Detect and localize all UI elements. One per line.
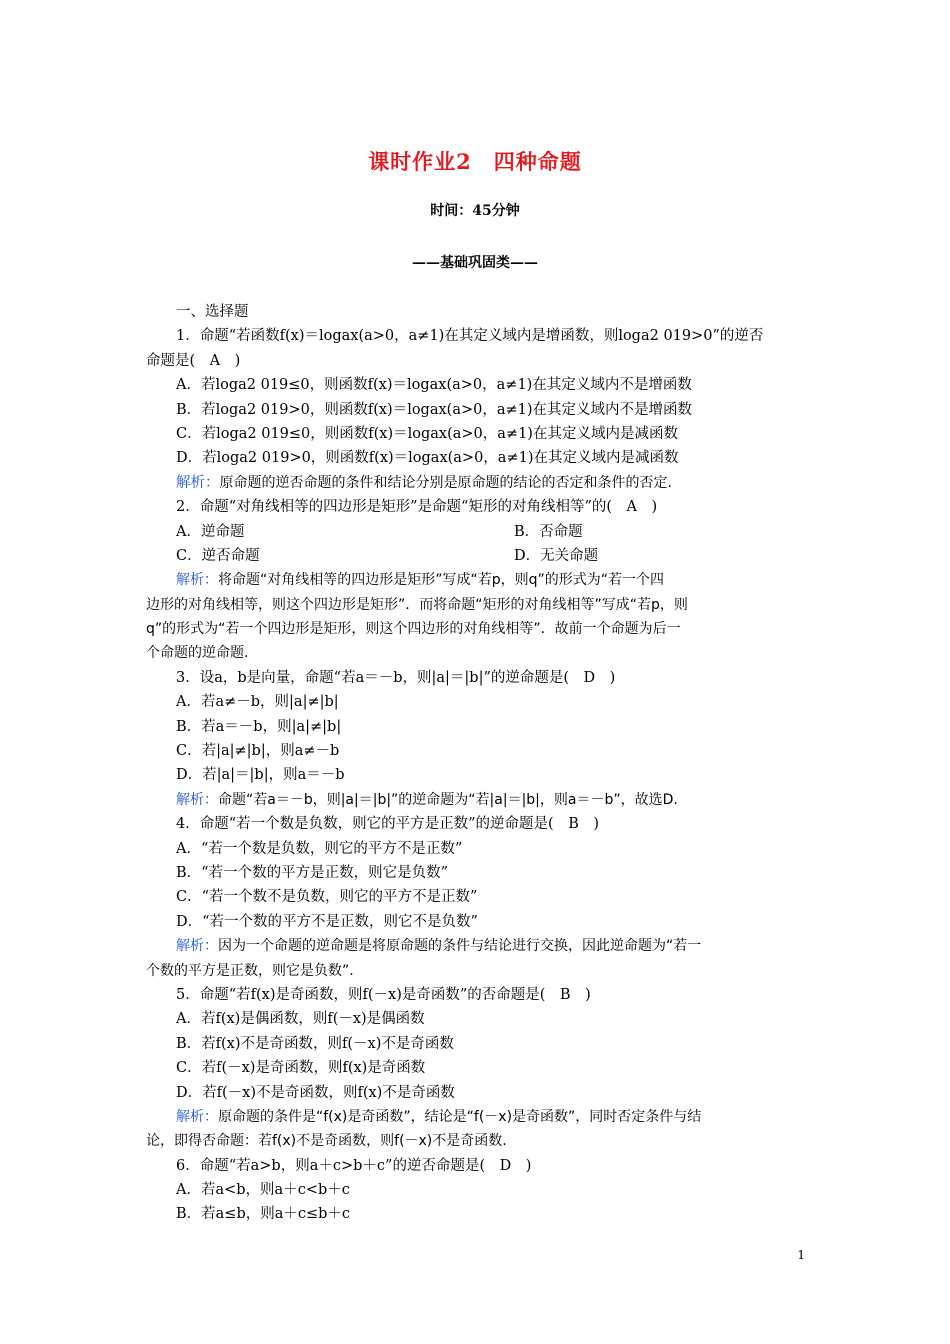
question-6-stem: 6．命题“若a>b，则a＋c>b＋c”的逆否命题是( D ) [176, 1157, 532, 1174]
document-body [146, 300, 808, 1227]
page-number: 1 [797, 1248, 805, 1262]
question-2-option-a: A．逆命题 [176, 523, 245, 540]
question-1-stem: 1．命题“若函数f(x)＝logax(a>0，a≠1)在其定义域内是增函数，则loga2 019>0”的逆否 [176, 328, 764, 345]
question-2-options-row-1 [146, 520, 808, 544]
question-1-stem-cont: 命题是( A ) [146, 352, 241, 369]
analysis-label: 解析： [176, 474, 220, 491]
question-4-stem: 4．命题“若一个数是负数，则它的平方是正数”的逆命题是( B ) [176, 816, 600, 833]
question-1-option-a: A．若loga2 019≤0，则函数f(x)＝logax(a>0，a≠1)在其定义域内不是增函数 [176, 377, 692, 394]
question-2-analysis-cont: 边形的对角线相等，则这个四边形是矩形”．而将命题“矩形的对角线相等”写成“若p，则 [146, 596, 688, 613]
question-4-option-d: D．“若一个数的平方不是正数，则它不是负数” [176, 913, 478, 930]
question-2-stem: 2．命题“对角线相等的四边形是矩形”是命题“矩形的对角线相等”的( A ) [176, 499, 658, 516]
question-5-analysis: 解析：原命题的条件是“f(x)是奇函数”，结论是“f(－x)是奇函数”，同时否定条件与结 [176, 1108, 702, 1125]
question-5-option-a: A．若f(x)是偶函数，则f(－x)是偶函数 [176, 1011, 425, 1028]
question-4-option-b: B．“若一个数的平方是正数，则它是负数” [176, 864, 448, 881]
question-5-analysis-cont: 论，即得否命题：若f(x)不是奇函数，则f(－x)不是奇函数. [146, 1133, 507, 1150]
time-limit: 时间：45分钟 [430, 203, 520, 219]
question-1-option-b: B．若loga2 019>0，则函数f(x)＝logax(a>0，a≠1)在其定义域内不是增函数 [176, 401, 693, 418]
question-2-option-b: B．否命题 [514, 523, 583, 540]
page-title: 课时作业2 四种命题 [368, 149, 582, 174]
analysis-label: 解析： [176, 1108, 218, 1125]
section-heading: ——基础巩固类—— [412, 255, 538, 271]
question-2-analysis-cont: q”的形式为“若一个四边形是矩形，则这个四边形的对角线相等”．故前一个命题为后一 [146, 621, 681, 638]
question-3-option-b: B．若a＝－b，则|a|≠|b| [176, 718, 342, 735]
analysis-label: 解析： [176, 572, 218, 589]
question-2-option-d: D．无关命题 [514, 547, 599, 564]
question-5-option-b: B．若f(x)不是奇函数，则f(－x)不是奇函数 [176, 1035, 454, 1052]
question-2-analysis: 解析：将命题“对角线相等的四边形是矩形”写成“若p，则q”的形式为“若一个四 [176, 572, 665, 589]
question-2-options-row-2 [146, 544, 808, 568]
question-3-analysis: 解析：命题“若a＝－b，则|a|＝|b|”的逆命题为“若|a|＝|b|，则a＝－b”，故选D. [176, 791, 678, 808]
question-4-analysis-cont: 个数的平方是正数，则它是负数”. [146, 962, 354, 979]
question-6-option-a: A．若a<b，则a＋c<b＋c [176, 1182, 350, 1199]
question-3-option-a: A．若a≠－b，则|a|≠|b| [176, 694, 339, 711]
question-3-option-c: C．若|a|≠|b|，则a≠－b [176, 743, 340, 760]
question-6-option-b: B．若a≤b，则a＋c≤b＋c [176, 1206, 351, 1223]
section-label: 一、选择题 [176, 304, 249, 320]
question-2-option-c: C．逆否命题 [176, 547, 260, 564]
question-5-option-c: C．若f(－x)是奇函数，则f(x)是奇函数 [176, 1060, 426, 1077]
question-1-analysis: 解析：原命题的逆否命题的条件和结论分别是原命题的结论的否定和条件的否定. [176, 474, 672, 491]
question-1-option-d: D．若loga2 019>0，则函数f(x)＝logax(a>0，a≠1)在其定义域内是减函数 [176, 450, 679, 467]
question-3-stem: 3．设a，b是向量，命题“若a＝－b，则|a|＝|b|”的逆命题是( D ) [176, 669, 616, 686]
question-5-stem: 5．命题“若f(x)是奇函数，则f(－x)是奇函数”的否命题是( B ) [176, 986, 591, 1003]
question-4-analysis: 解析：因为一个命题的逆命题是将原命题的条件与结论进行交换，因此逆命题为“若一 [176, 938, 702, 955]
question-1-option-c: C．若loga2 019≤0，则函数f(x)＝logax(a>0，a≠1)在其定义域内是减函数 [176, 425, 678, 442]
question-2-analysis-cont: 个命题的逆命题. [146, 645, 249, 662]
question-3-option-d: D．若|a|＝|b|，则a＝－b [176, 767, 345, 784]
question-4-option-c: C．“若一个数不是负数，则它的平方不是正数” [176, 889, 478, 906]
question-4-option-a: A．“若一个数是负数，则它的平方不是正数” [176, 840, 463, 857]
analysis-label: 解析： [176, 791, 218, 808]
analysis-label: 解析： [176, 938, 218, 955]
question-5-option-d: D．若f(－x)不是奇函数，则f(x)不是奇函数 [176, 1084, 455, 1101]
